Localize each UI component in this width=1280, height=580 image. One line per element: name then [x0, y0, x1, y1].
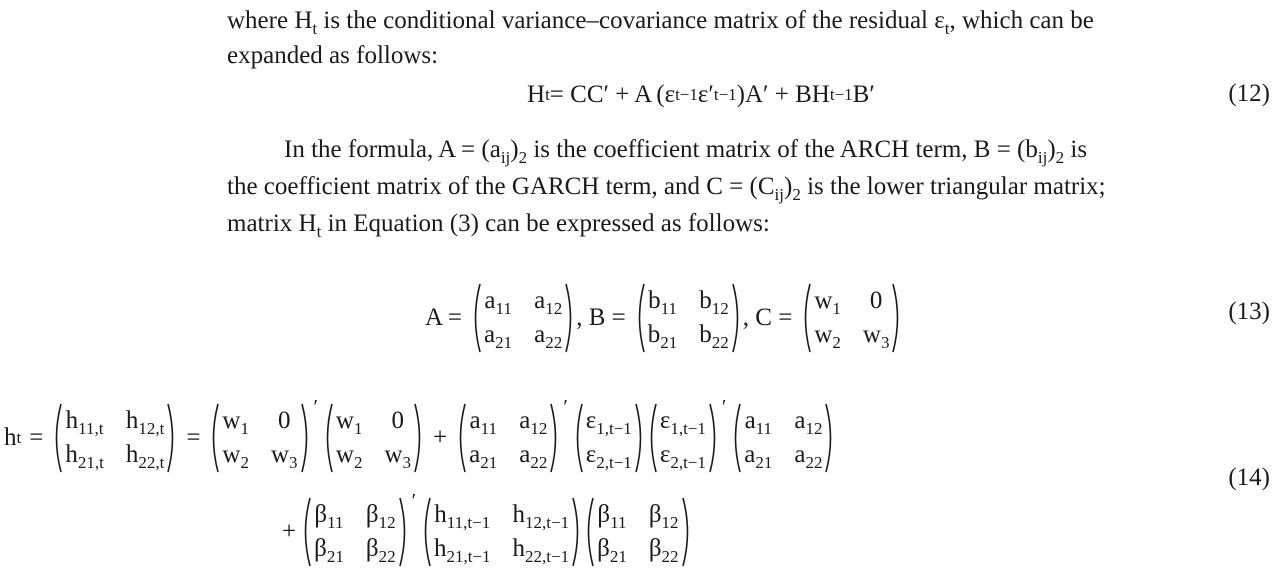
transpose-mark: ′: [563, 396, 568, 418]
matrix-w: [322, 402, 425, 474]
matrix-entry: $\beta_{21}$: [597, 535, 627, 566]
math-text: is the coefficient matrix of the ARCH term, B =: [527, 136, 1018, 163]
math-text: ): [1047, 136, 1056, 163]
equation-14-line2: [282, 492, 693, 572]
vector-epsilon-transpose: [646, 402, 720, 474]
math-text: +: [282, 518, 297, 545]
matrix-h-prev: [420, 496, 583, 568]
math-text: where H: [227, 7, 313, 34]
matrix-entry: $h_{21,t-1}$: [433, 535, 491, 566]
matrix-a: [730, 402, 836, 474]
transpose-mark: ′: [721, 396, 727, 418]
matrix-B: [634, 282, 743, 354]
matrix-C: [800, 282, 903, 354]
right-paren: [549, 402, 561, 474]
matrix-grid: [742, 406, 824, 470]
equation-number-13: (13): [1228, 298, 1270, 325]
right-paren: [681, 496, 693, 568]
matrix-grid: [312, 500, 397, 564]
matrix-entry: $a_{11}$: [744, 407, 773, 438]
math-text: (a: [481, 136, 501, 163]
math-text: ): [784, 173, 793, 200]
matrix-entry: $a_{21}$: [469, 441, 498, 472]
math-text: ): [510, 136, 519, 163]
matrix-beta-transpose: [300, 496, 409, 568]
matrix-grid: [432, 500, 571, 564]
right-paren: [413, 402, 425, 474]
matrix-entry: $a_{22}$: [794, 441, 823, 472]
para1-line2: expanded as follows:: [227, 42, 439, 69]
matrix-entry: $a_{22}$: [534, 321, 563, 352]
math-text: ij: [1037, 147, 1048, 167]
matrix-entry: $\beta_{12}$: [648, 501, 679, 532]
matrix-entry: $a_{12}$: [519, 407, 548, 438]
matrix-entry: 0: [278, 407, 291, 434]
math-text: ε′: [697, 81, 714, 108]
equation-number-12: (12): [1228, 80, 1270, 107]
para2-line2: [227, 172, 1106, 202]
math-text: 2: [1055, 147, 1065, 167]
matrix-grid: [467, 406, 549, 470]
left-paren: [634, 282, 646, 354]
matrix-entry: $h_{21,t}$: [65, 441, 104, 472]
math-text: in Equation (3) can be expressed as follows:: [321, 210, 770, 237]
matrix-grid: [595, 500, 680, 564]
left-paren: [470, 282, 482, 354]
matrix-entry: $h_{12,t}$: [125, 407, 165, 438]
left-paren: [572, 402, 584, 474]
right-paren: [398, 496, 410, 568]
matrix-entry: $w_3$: [384, 441, 412, 472]
left-paren: [646, 402, 658, 474]
para1-line1: [227, 6, 1094, 36]
matrix-entry: $b_{21}$: [647, 321, 678, 352]
math-text: In the formula, A =: [284, 136, 482, 163]
math-text: , C =: [742, 304, 793, 331]
equation-13: [425, 278, 903, 358]
right-paren: [731, 282, 743, 354]
equation-number-14: (14): [1228, 464, 1270, 491]
matrix-entry: $\varepsilon_{2,t-1}$: [659, 441, 706, 472]
math-text: h: [4, 424, 17, 451]
right-paren: [166, 402, 178, 474]
matrix-entry: $\varepsilon_{1,t-1}$: [659, 407, 706, 438]
matrix-entry: $\varepsilon_{2,t-1}$: [585, 441, 632, 472]
matrix-entry: $a_{11}$: [484, 287, 512, 318]
matrix-entry: $\beta_{22}$: [648, 535, 679, 566]
math-text: 2: [518, 147, 528, 167]
matrix-w-transpose: [208, 402, 311, 474]
math-text: matrix H: [227, 210, 317, 237]
left-paren: [800, 282, 812, 354]
transpose-mark: ′: [313, 396, 318, 418]
matrix-entry: $a_{21}$: [744, 441, 773, 472]
right-paren: [824, 402, 836, 474]
math-text: is: [1064, 136, 1088, 163]
right-paren: [571, 496, 583, 568]
matrix-entry: $w_2$: [814, 321, 841, 352]
matrix-entry: $\varepsilon_{1,t-1}$: [585, 407, 632, 438]
right-paren: [564, 282, 576, 354]
matrix-entry: $a_{21}$: [484, 321, 513, 352]
matrix-entry: $w_2$: [335, 441, 363, 472]
right-paren: [300, 402, 312, 474]
matrix-entry: $\beta_{11}$: [314, 501, 344, 532]
math-text: ij: [774, 184, 784, 204]
vector-epsilon: [572, 402, 646, 474]
matrix-entry: $h_{22,t-1}$: [512, 535, 570, 566]
math-text: is the conditional variance–covariance matrix of the residual ε: [317, 7, 945, 34]
para2-line3: [227, 209, 770, 239]
left-paren: [322, 402, 334, 474]
math-text: t: [316, 221, 322, 241]
matrix-entry: $w_3$: [862, 321, 890, 352]
matrix-A: [470, 282, 576, 354]
left-paren: [51, 402, 63, 474]
matrix-entry: 0: [869, 287, 883, 314]
matrix-h: [51, 402, 178, 474]
matrix-grid: [658, 406, 708, 470]
math-text: +: [433, 424, 448, 451]
matrix-entry: $b_{22}$: [699, 321, 729, 352]
right-paren: [708, 402, 720, 474]
math-text: H: [527, 81, 546, 108]
left-paren: [455, 402, 467, 474]
matrix-entry: $a_{12}$: [534, 287, 563, 318]
matrix-entry: $w_1$: [335, 407, 363, 438]
equation-12: H t = CC′ + A (ε t−1 ε′ t−1 )A′ + BH t−1 B′: [527, 81, 875, 108]
math-text: (ε: [656, 81, 676, 108]
matrix-entry: $a_{12}$: [794, 407, 823, 438]
matrix-a-transpose: [455, 402, 561, 474]
matrix-entry: $a_{22}$: [519, 441, 548, 472]
matrix-entry: $h_{11,t-1}$: [434, 501, 491, 532]
math-text: the coefficient matrix of the GARCH term, and C =: [227, 173, 750, 200]
matrix-entry: $w_1$: [814, 287, 841, 318]
matrix-grid: [482, 286, 564, 350]
matrix-grid: [334, 406, 413, 470]
math-text: t: [944, 18, 950, 38]
left-paren: [730, 402, 742, 474]
math-text: A =: [425, 304, 463, 331]
matrix-grid: [63, 406, 166, 470]
equation-14-line1: h t = $h_{11,t}$ $h_{12,t}$ $h_{21,t}$ $h_{22,t}$ = $w_1$ 0 $w_2$ $w_3$ ′ $w_1$ 0 $w_2$ $w_3$ + $a_{11}$ $a_{12}$ $a_{21}$ $a_{22}$ ′ $\varepsilon_{1,t-1}$ $\varepsilon_{2,t-1}$ $\varepsilon_{1,t-1}$ $\varepsilon_{2,t-1}$ ′ $a_{11}$ $a_{12}$ $a_{21}$ $a_{22}$: [4, 398, 836, 478]
matrix-entry: $\beta_{22}$: [365, 535, 396, 566]
left-paren: [300, 496, 312, 568]
matrix-entry: $h_{22,t}$: [125, 441, 165, 472]
left-paren: [583, 496, 595, 568]
matrix-grid: [584, 406, 634, 470]
math-text: (b: [1017, 136, 1038, 163]
matrix-entry: $w_2$: [222, 441, 249, 472]
right-paren: [891, 282, 903, 354]
math-text: =: [186, 424, 201, 451]
transpose-mark: ′: [411, 490, 416, 512]
math-text: is the lower triangular matrix;: [800, 173, 1106, 200]
matrix-grid: [646, 286, 731, 350]
matrix-beta: [583, 496, 692, 568]
matrix-entry: $w_1$: [222, 407, 249, 438]
matrix-entry: $b_{11}$: [648, 287, 677, 318]
math-text: , B =: [576, 304, 626, 331]
matrix-entry: $\beta_{12}$: [365, 501, 396, 532]
math-text: )A′ + BH: [736, 81, 830, 108]
math-text: = CC′ + A: [549, 81, 653, 108]
matrix-grid: [812, 286, 891, 350]
math-text: , which can be: [949, 7, 1094, 34]
matrix-entry: $b_{12}$: [699, 287, 729, 318]
math-text: =: [29, 424, 44, 451]
math-text: ij: [500, 147, 511, 167]
right-paren: [634, 402, 646, 474]
matrix-entry: $a_{11}$: [469, 407, 497, 438]
math-text: 2: [792, 184, 801, 204]
matrix-entry: $h_{12,t-1}$: [512, 501, 570, 532]
math-text: t: [312, 18, 318, 38]
para2-line1: [284, 135, 1087, 165]
math-text: (C: [749, 173, 775, 200]
math-text: B′: [852, 81, 875, 108]
matrix-entry: $w_3$: [270, 441, 298, 472]
matrix-grid: [220, 406, 299, 470]
left-paren: [208, 402, 220, 474]
matrix-entry: $\beta_{11}$: [597, 501, 627, 532]
matrix-entry: 0: [391, 407, 405, 434]
matrix-entry: $\beta_{21}$: [314, 535, 344, 566]
matrix-entry: $h_{11,t}$: [65, 407, 104, 438]
left-paren: [420, 496, 432, 568]
